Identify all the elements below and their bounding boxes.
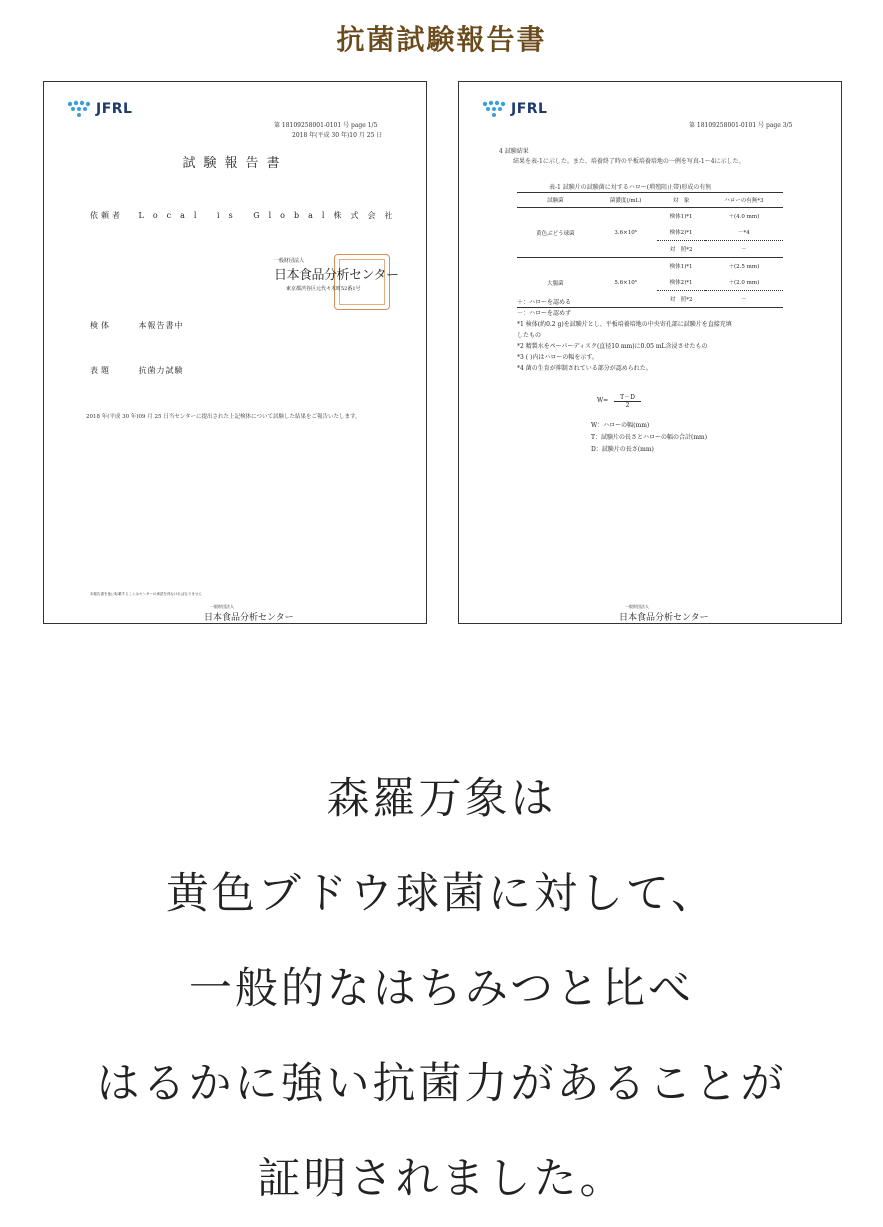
target-cell: 対 照*2 <box>669 247 693 253</box>
issuer-name: 日本食品分析センター <box>274 268 399 283</box>
halo-cell: －*4 <box>705 224 783 241</box>
jfrl-emblem-icon <box>66 100 92 118</box>
note-line: －：ハローを認めず <box>517 310 572 317</box>
column-header: 試験菌 <box>517 193 594 208</box>
issuer-address: 東京都渋谷区元代々木町52番1号 <box>286 286 361 292</box>
issuer-type: 一般財団法人 <box>274 258 305 264</box>
report-date: 2018 年(平成 30 年)10 月 25 日 <box>292 132 383 139</box>
footer-org-type: 一般財団法人 <box>210 604 234 609</box>
note-line: *2 精製水をペーパーディスク(直径10 mm)に0.05 mL含浸させたもの <box>517 343 708 350</box>
organism-cell: 大腸菌 <box>517 258 594 308</box>
table-row <box>517 258 783 275</box>
note-line: *4 菌の生育が抑制されている部分が認められた。 <box>517 365 652 372</box>
footer-org-name: 日本食品分析センター <box>619 613 709 623</box>
field-value: 抗菌力試験 <box>138 366 184 375</box>
halo-cell: ＋(4.0 mm) <box>728 214 760 220</box>
report-title: 試験報告書 <box>182 156 288 171</box>
logo-text: JFRL <box>511 101 548 117</box>
page-heading: 抗菌試験報告書 <box>336 23 547 56</box>
halo-cell: ＋(2.5 mm) <box>728 264 760 270</box>
note-line: したもの <box>517 332 542 339</box>
formula-definitions <box>591 420 707 456</box>
report-page-1 <box>43 81 427 624</box>
halo-formula <box>597 392 641 409</box>
column-header: 対 象 <box>657 193 704 208</box>
footer-org <box>619 604 709 623</box>
halo-cell: － <box>741 247 747 253</box>
section-heading: 4 試験結果 <box>499 148 529 155</box>
promo-message <box>0 752 883 1227</box>
footer-org-type: 一般財団法人 <box>625 604 649 609</box>
field-label: 表題 <box>90 366 112 375</box>
field-label: 依頼者 <box>90 211 123 220</box>
jfrl-logo <box>481 100 547 118</box>
table-caption: 表-1 試験片の試験菌に対するハロー(増殖阻止帯)形成の有無 <box>549 184 712 191</box>
report-number: 第 18109258001-0101 号 page 1/5 <box>274 122 378 129</box>
jfrl-logo <box>66 100 132 118</box>
target-cell: 検体1)*1 <box>669 214 693 220</box>
field-sample <box>90 320 184 331</box>
results-table <box>517 192 783 308</box>
formula-numerator: T－D <box>614 392 641 402</box>
definition-line: T：試験片の長さとハローの幅の合計(mm) <box>591 434 708 441</box>
report-number: 第 18109258001-0101 号 page 3/5 <box>689 122 793 129</box>
target-cell: 検体2)*1 <box>657 224 704 241</box>
column-header: 菌濃度(/mL) <box>594 193 658 208</box>
message-line: はるかに強い抗菌力があることが <box>96 1059 787 1109</box>
issuer-block <box>274 257 398 292</box>
report-statement: 2018 年(平成 30 年)09 月 25 日当センターに提出された上記検体について試験した結果をご報告いたします。 <box>86 414 361 420</box>
note-line: *3 ( )内はハローの幅を示す。 <box>517 354 598 361</box>
definition-line: W：ハローの幅(mm) <box>591 422 650 429</box>
logo-text: JFRL <box>96 101 133 117</box>
note-line: ＋：ハローを認める <box>517 299 572 306</box>
halo-cell: ＋(2.0 mm) <box>705 274 783 291</box>
footer-org <box>204 604 294 623</box>
concentration-cell: 5.6×10⁶ <box>594 258 658 308</box>
target-cell: 対 照*2 <box>657 291 704 308</box>
column-header: ハローの有無*3 <box>705 193 783 208</box>
formula-denominator: 2 <box>625 402 630 409</box>
halo-cell: － <box>705 291 783 308</box>
message-line: 証明されました。 <box>257 1154 626 1204</box>
footer-note: 本報告書を他に転載することはセンターの承認を得なければなりません <box>90 592 202 596</box>
formula-lhs: W= <box>597 397 609 404</box>
target-cell: 検体1)*1 <box>669 264 693 270</box>
target-cell: 検体2)*1 <box>657 274 704 291</box>
jfrl-emblem-icon <box>481 100 507 118</box>
footer-org-name: 日本食品分析センター <box>204 613 294 623</box>
field-value: Local is Global株式会社 <box>138 211 402 220</box>
field-requester <box>90 210 401 221</box>
field-label: 検体 <box>90 321 112 330</box>
message-line: 黄色ブドウ球菌に対して、 <box>165 869 718 919</box>
message-line: 一般的なはちみつと比べ <box>188 964 695 1014</box>
field-value: 本報告書中 <box>138 321 184 330</box>
table-notes <box>517 297 732 374</box>
table-row <box>517 208 783 225</box>
organism-cell: 黄色ぶどう球菌 <box>536 230 575 237</box>
definition-line: D：試験片の長さ(mm) <box>591 446 654 453</box>
section-intro: 結果を表-1に示した。また、培養終了時の平板培養培地の一例を写真-1～4に示した。 <box>513 158 745 165</box>
message-line: 森羅万象は <box>326 774 557 824</box>
field-subject <box>90 365 184 376</box>
note-line: *1 検体(約0.2 g)を試験片とし、平板培養培地の中央寄孔部に試験片を直接充填 <box>517 321 732 328</box>
report-page-3 <box>458 81 842 624</box>
formula-fraction <box>614 392 641 409</box>
concentration-cell: 3.6×10⁶ <box>614 229 637 236</box>
